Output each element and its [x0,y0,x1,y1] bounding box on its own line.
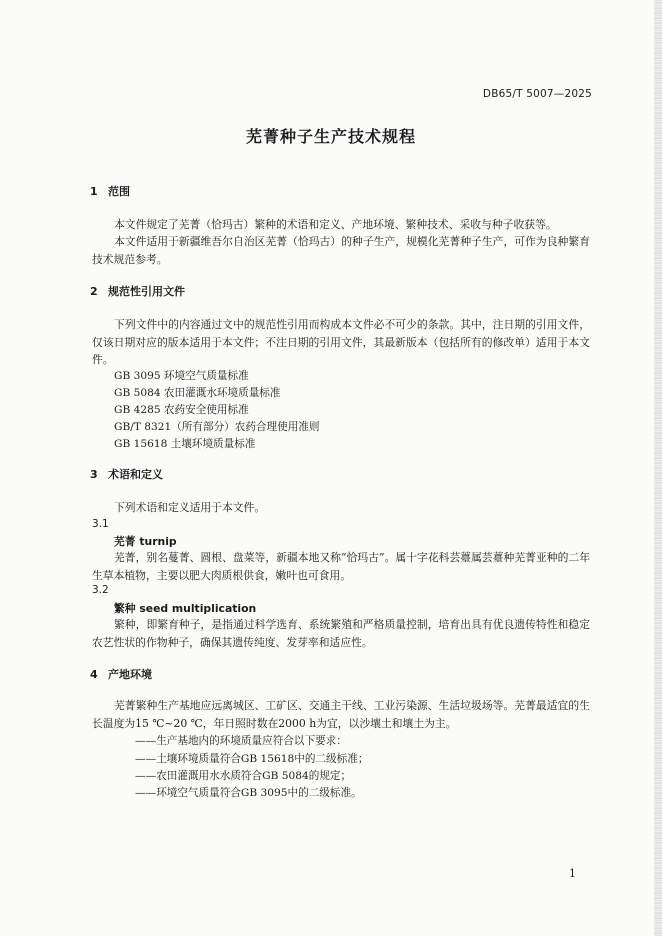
reference-item: GB/T 8321（所有部分）农药合理使用准则 [114,421,320,433]
reference-item: GB 15618 土壤环境质量标准 [114,438,256,450]
paragraph: 下列术语和定义适用于本文件。 [114,501,266,514]
term-heading: 芜菁 turnip [114,535,177,548]
reference-item: GB 3095 环境空气质量标准 [114,370,249,382]
list-item: ——农田灌溉用水水质符合GB 5084的规定； [135,770,352,782]
term-definition: 芜菁，别名蔓菁、圆根、盘菜等，新疆本地又称“恰玛古”。属十字花科芸薹属芸薹种芜菁亚种的二年生草本植物，主要以肥大肉质根供食，嫩叶也可食用。 [92,551,590,582]
clause-number: 3.1 [92,518,109,530]
paragraph: 本文件适用于新疆维吾尔自治区芜菁（恰玛古）的种子生产，规模化芜菁种子生产，可作为良种繁育技术规范参考。 [92,235,590,266]
clause-number: 3.2 [92,584,109,596]
section-3-heading [90,466,163,482]
document-title: 芜菁种子生产技术规程 [245,127,416,146]
paragraph: 芜菁繁种生产基地应远离城区、工矿区、交通主干线、工业污染源、生活垃圾场等。芜菁最适宜的生长温度为15 ℃~20 ℃，年日照时数在2000 h为宜，以沙壤土和壤土为主。 [92,699,590,730]
section-number: 4 [90,668,98,681]
list-item: ——土壤环境质量符合GB 15618中的二级标准； [135,753,369,765]
section-number: 3 [90,468,98,481]
section-1-heading [90,183,130,199]
section-number: 2 [90,285,98,298]
document-code: DB65/T 5007—2025 [482,88,592,100]
section-title: 产地环境 [108,668,152,681]
term-heading: 繁种 seed multiplication [114,602,257,615]
paragraph: 下列文件中的内容通过文中的规范性引用而构成本文件必不可少的条款。其中，注日期的引用文件，仅该日期对应的版本适用于本文件；不注日期的引用文件，其最新版本（包括所有的修改单）适用于本文件。 [92,318,590,366]
list-item: ——环境空气质量符合GB 3095中的二级标准。 [135,787,362,799]
term-definition: 繁种，即繁育种子，是指通过科学选育、系统繁殖和严格质量控制，培育出具有优良遗传特性和稳定农艺性状的作物种子，确保其遗传纯度、发芽率和适应性。 [92,618,590,649]
list-item: ——生产基地内的环境质量应符合以下要求： [135,735,347,747]
section-2-heading [90,283,185,299]
section-title: 范围 [108,185,130,198]
reference-item: GB 5084 农田灌溉水环境质量标准 [114,387,281,399]
paragraph: 本文件规定了芜菁（恰玛古）繁种的术语和定义、产地环境、繁种技术、采收与种子收获等。 [114,218,557,231]
section-title: 规范性引用文件 [108,285,185,298]
section-number: 1 [90,185,98,198]
section-title: 术语和定义 [108,468,163,481]
page-number: 1 [569,867,576,880]
section-4-heading [90,666,152,682]
reference-item: GB 4285 农药安全使用标准 [114,404,249,416]
